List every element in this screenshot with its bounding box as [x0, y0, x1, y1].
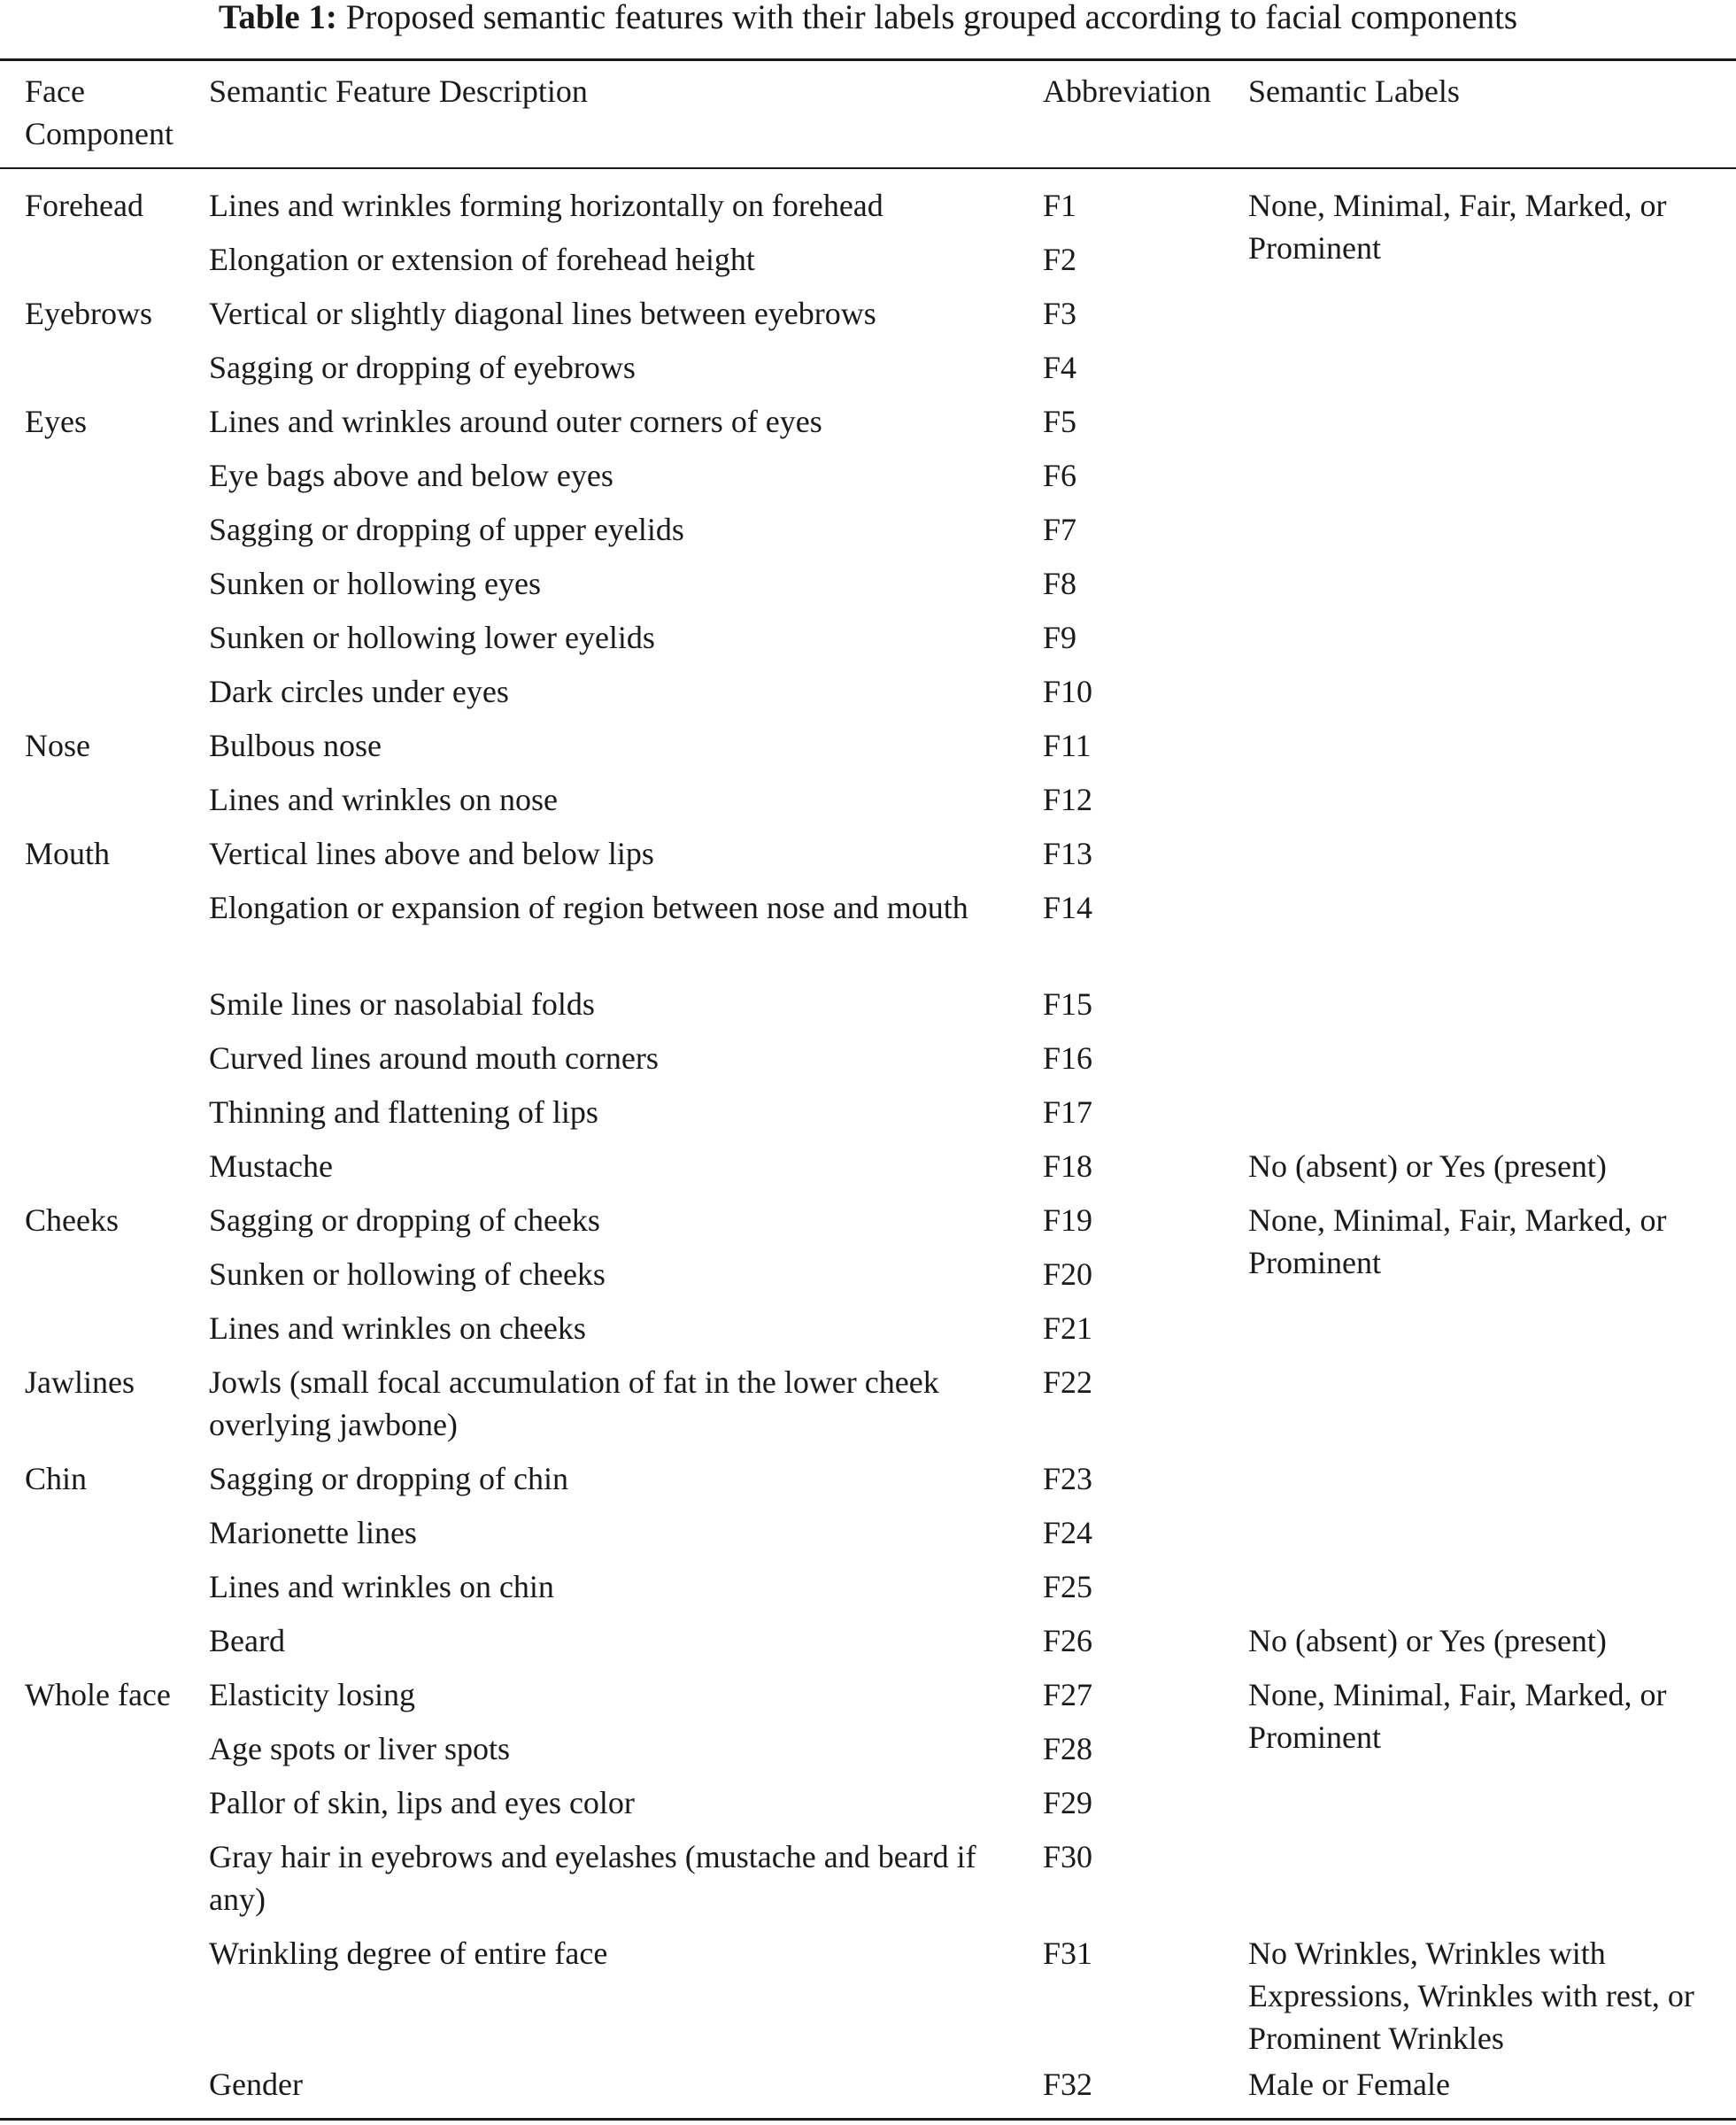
cell-abbreviation: F3: [1043, 296, 1077, 331]
cell-face-component: Eyes: [25, 404, 87, 439]
cell-face-component: Nose: [25, 728, 90, 763]
cell-feature-description: Sagging or dropping of upper eyelids: [209, 512, 684, 547]
cell-feature-description: Lines and wrinkles on chin: [209, 1569, 554, 1604]
cell-abbreviation: F28: [1043, 1731, 1093, 1766]
cell-feature-description: Elongation or extension of forehead height: [209, 242, 755, 277]
cell-abbreviation: F20: [1043, 1256, 1093, 1292]
cell-abbreviation: F15: [1043, 986, 1093, 1022]
cell-feature-description: Lines and wrinkles forming horizontally on forehead: [209, 188, 883, 223]
cell-semantic-labels: None, Minimal, Fair, Marked, or Prominent: [1248, 188, 1667, 266]
cell-abbreviation: F12: [1043, 782, 1093, 817]
cell-feature-description: Vertical or slightly diagonal lines between eyebrows: [209, 296, 876, 331]
cell-feature-description: Wrinkling degree of entire face: [209, 1936, 608, 1971]
cell-abbreviation: F30: [1043, 1839, 1093, 1874]
cell-feature-description: Dark circles under eyes: [209, 674, 509, 709]
cell-abbreviation: F7: [1043, 512, 1077, 547]
header-description: Semantic Feature Description: [209, 73, 588, 109]
cell-abbreviation: F2: [1043, 242, 1077, 277]
cell-semantic-labels: None, Minimal, Fair, Marked, or Prominent: [1248, 1677, 1667, 1755]
cell-semantic-labels: No Wrinkles, Wrinkles with Expressions, Wrinkles with rest, or Prominent Wrinkles: [1248, 1936, 1694, 2056]
cell-feature-description: Gender: [209, 2067, 303, 2102]
top-rule: [0, 58, 1736, 61]
cell-abbreviation: F25: [1043, 1569, 1093, 1604]
cell-abbreviation: F10: [1043, 674, 1093, 709]
cell-abbreviation: F8: [1043, 566, 1077, 601]
cell-feature-description: Elasticity losing: [209, 1677, 415, 1712]
cell-feature-description: Mustache: [209, 1148, 333, 1184]
cell-abbreviation: F16: [1043, 1040, 1093, 1076]
header-face-component-line1: Face: [25, 73, 85, 109]
cell-feature-description: Pallor of skin, lips and eyes color: [209, 1785, 635, 1820]
cell-face-component: Cheeks: [25, 1202, 119, 1238]
cell-abbreviation: F29: [1043, 1785, 1093, 1820]
cell-semantic-labels: Male or Female: [1248, 2067, 1450, 2102]
cell-abbreviation: F26: [1043, 1623, 1093, 1658]
cell-feature-description: Beard: [209, 1623, 285, 1658]
cell-face-component: Jawlines: [25, 1364, 135, 1400]
cell-abbreviation: F5: [1043, 404, 1077, 439]
cell-semantic-labels: None, Minimal, Fair, Marked, or Prominent: [1248, 1202, 1667, 1280]
cell-feature-description: Smile lines or nasolabial folds: [209, 986, 595, 1022]
cell-abbreviation: F23: [1043, 1461, 1093, 1496]
cell-abbreviation: F13: [1043, 836, 1093, 871]
header-rule: [0, 167, 1736, 169]
cell-feature-description: Marionette lines: [209, 1515, 417, 1550]
cell-feature-description: Gray hair in eyebrows and eyelashes (mustache and beard if any): [209, 1839, 976, 1917]
cell-abbreviation: F6: [1043, 458, 1077, 493]
cell-feature-description: Sagging or dropping of cheeks: [209, 1202, 600, 1238]
cell-semantic-labels: No (absent) or Yes (present): [1248, 1623, 1607, 1658]
cell-feature-description: Sunken or hollowing lower eyelids: [209, 620, 655, 655]
cell-abbreviation: F27: [1043, 1677, 1093, 1712]
cell-feature-description: Sunken or hollowing of cheeks: [209, 1256, 606, 1292]
cell-feature-description: Vertical lines above and below lips: [209, 836, 654, 871]
cell-face-component: Whole face: [25, 1677, 171, 1712]
cell-abbreviation: F32: [1043, 2067, 1093, 2102]
cell-feature-description: Sunken or hollowing eyes: [209, 566, 541, 601]
cell-feature-description: Lines and wrinkles on cheeks: [209, 1310, 586, 1346]
cell-face-component: Forehead: [25, 188, 143, 223]
cell-feature-description: Eye bags above and below eyes: [209, 458, 613, 493]
bottom-rule: [0, 2118, 1736, 2121]
cell-face-component: Chin: [25, 1461, 88, 1496]
cell-abbreviation: F31: [1043, 1936, 1093, 1971]
cell-abbreviation: F9: [1043, 620, 1077, 655]
header-face-component-line2: Component: [25, 116, 174, 151]
caption-label: Table 1:: [218, 0, 337, 36]
header-face-component: [25, 70, 202, 155]
cell-abbreviation: F22: [1043, 1364, 1093, 1400]
cell-semantic-labels: No (absent) or Yes (present): [1248, 1148, 1607, 1184]
cell-feature-description: Sagging or dropping of eyebrows: [209, 350, 636, 385]
cell-abbreviation: F14: [1043, 890, 1093, 925]
cell-feature-description: Bulbous nose: [209, 728, 382, 763]
cell-abbreviation: F4: [1043, 350, 1077, 385]
cell-feature-description: Elongation or expansion of region between nose and mouth: [209, 890, 968, 925]
cell-feature-description: Lines and wrinkles around outer corners of eyes: [209, 404, 822, 439]
cell-feature-description: Lines and wrinkles on nose: [209, 782, 558, 817]
cell-abbreviation: F11: [1043, 728, 1092, 763]
header-semantic-labels: Semantic Labels: [1248, 73, 1460, 109]
cell-face-component: Eyebrows: [25, 296, 152, 331]
cell-feature-description: Curved lines around mouth corners: [209, 1040, 659, 1076]
table-caption: [0, 0, 1736, 37]
cell-feature-description: Jowls (small focal accumulation of fat in the lower cheek overlying jawbone): [209, 1364, 939, 1442]
header-abbreviation: Abbreviation: [1043, 73, 1211, 109]
cell-abbreviation: F19: [1043, 1202, 1093, 1238]
cell-face-component: Mouth: [25, 836, 111, 871]
cell-abbreviation: F24: [1043, 1515, 1093, 1550]
cell-abbreviation: F21: [1043, 1310, 1093, 1346]
cell-abbreviation: F17: [1043, 1094, 1093, 1130]
cell-abbreviation: F18: [1043, 1148, 1093, 1184]
caption-text: Proposed semantic features with their labels grouped according to facial components: [345, 0, 1518, 36]
cell-feature-description: Age spots or liver spots: [209, 1731, 510, 1766]
cell-feature-description: Sagging or dropping of chin: [209, 1461, 568, 1496]
cell-abbreviation: F1: [1043, 188, 1077, 223]
cell-feature-description: Thinning and flattening of lips: [209, 1094, 598, 1130]
